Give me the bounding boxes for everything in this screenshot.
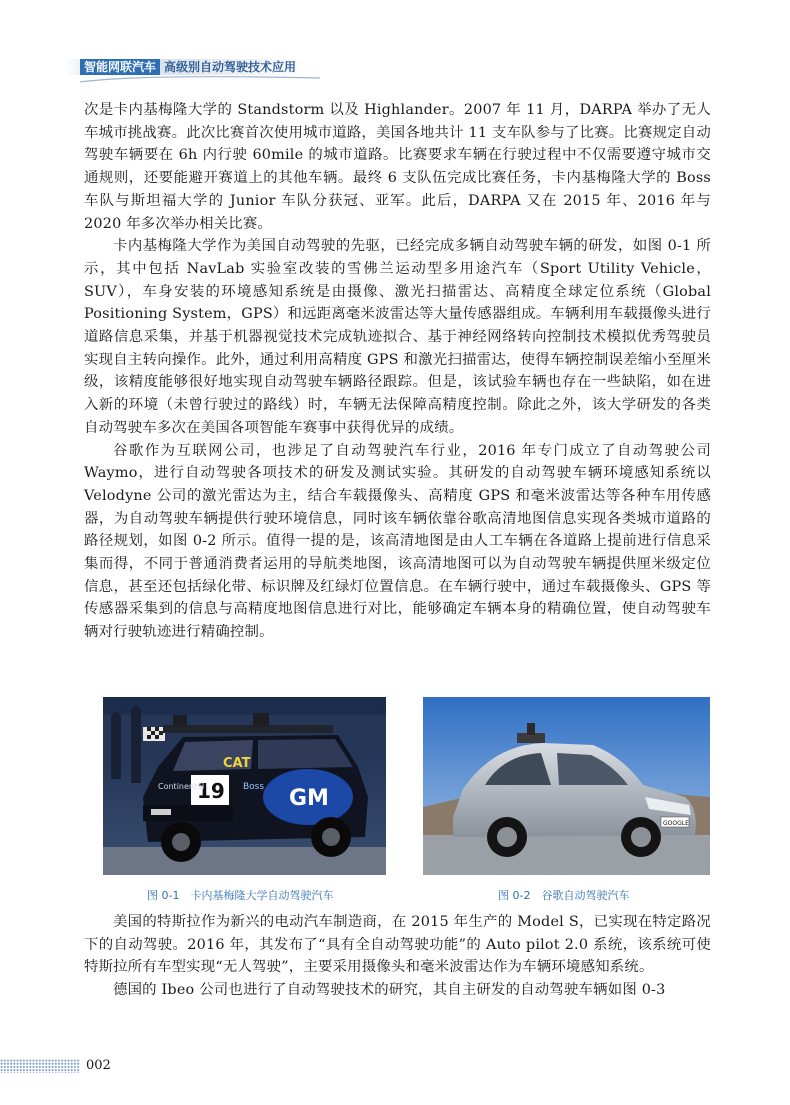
- body-text-top: [84, 99, 711, 644]
- figure-0-2-caption: 图 0-2 谷歌自动驾驶汽车: [498, 889, 630, 902]
- figure-0-1-caption: 图 0-1 卡内基梅隆大学自动驾驶汽车: [147, 889, 334, 902]
- paragraph-darpa-challenge: 次是卡内基梅隆大学的 Standstorm 以及 Highlander。2007 年 11 月，DARPA 举办了无人车城市挑战赛。此次比赛首次使用城市道路，美国各地共计 11 支车队参与了比赛。比赛规定自动驾驶车辆要在 6h 内行驶 60mile 的城市道路。比赛要求车辆在行驶过程中不仅需要遵守城市交通规则，还要能避开赛道上的其他车辆。最终 6 支队伍完成比赛任务，卡内基梅隆大学的 Boss 车队与斯坦福大学的 Junior 车队分获冠、亚军。此后，DARPA 又在 2015 年、2016 年与 2020 年多次举办相关比赛。: [84, 102, 711, 232]
- header-book-title: 高级别自动驾驶技术应用: [164, 60, 297, 74]
- license-plate: GOOGLE: [663, 820, 689, 827]
- paragraph-cmu: 卡内基梅隆大学作为美国自动驾驶的先驱，已经完成多辆自动驾驶车辆的研发，如图 0-1 所示，其中包括 NavLab 实验室改装的雪佛兰运动型多用途汽车（Sport Utility Vehicle，SUV），车身安装的环境感知系统是由摄像、激光扫描雷达、高精度全球定位系统（Global Positioning System，GPS）和远距离毫米波雷达等大量传感器组成。车辆利用车载摄像头进行道路信息采集，并基于机器视觉技术完成轨迹拟合、基于神经网络转向控制技术模拟优秀驾驶员实现自主转向操作。此外，通过利用高精度 GPS 和激光扫描雷达，使得车辆控制误差缩小至厘米级，该精度能够很好地实现自动驾驶车辆路径跟踪。但是，该试验车辆也存在一些缺陷，如在进入新的环境（未曾行驶过的路线）时，车辆无法保障高精度控制。除此之外，该大学研发的各类自动驾驶车多次在美国各项智能车赛事中获得优异的成绩。: [84, 238, 711, 436]
- page-number: 002: [86, 1058, 111, 1073]
- car-number: 19: [197, 779, 225, 803]
- figure-cmu-car-photo: [103, 697, 386, 875]
- figure-google-car-photo: [423, 697, 710, 875]
- gm-decal: GM: [289, 786, 329, 811]
- sponsor-decal: Continental: [158, 782, 205, 791]
- google-car-image: [423, 697, 710, 875]
- paragraph-ibeo: 德国的 Ibeo 公司也进行了自动驾驶技术的研究，其自主研发的自动驾驶车辆如图 0-3: [113, 982, 666, 999]
- body-text-bottom: [84, 911, 711, 1002]
- footer-dot-pattern: [0, 1059, 80, 1073]
- paragraph-google: 谷歌作为互联网公司，也涉足了自动驾驶汽车行业，2016 年专门成立了自动驾驶公司 Waymo，进行自动驾驶各项技术的研发及测试实验。其研发的自动驾驶车辆环境感知系统以 Velodyne 公司的激光雷达为主，结合车载摄像头、高精度 GPS 和毫米波雷达等各种车用传感器，为自动驾驶车辆提供行驶环境信息，同时该车辆依靠谷歌高清地图信息实现各类城市道路的路径规划，如图 0-2 所示。值得一提的是，该高清地图是由人工车辆在各道路上提前进行信息采集而得，不同于普通消费者运用的导航类地图，该高清地图可以为自动驾驶车辆提供厘米级定位信息，甚至还包括绿化带、标识牌及红绿灯位置信息。在车辆行驶中，通过车载摄像头、GPS 等传感器采集到的信息与高精度地图信息进行对比，能够确定车辆本身的精确位置，使自动驾驶车辆对行驶轨迹进行精确控制。: [84, 442, 711, 641]
- header-series-tag: 智能网联汽车: [80, 59, 160, 75]
- team-decal: Boss: [243, 782, 265, 792]
- header-swoosh-decoration: [80, 72, 320, 84]
- cat-decal: CAT: [223, 756, 251, 771]
- cmu-car-image: [103, 697, 386, 875]
- running-header: [0, 50, 790, 80]
- paragraph-tesla: 美国的特斯拉作为新兴的电动汽车制造商，在 2015 年生产的 Model S，已实现在特定路况下的自动驾驶。2016 年，其发布了“具有全自动驾驶功能”的 Auto pilot 2.0 系统，该系统可使特斯拉所有车型实现“无人驾驶”，主要采用摄像头和毫米波雷达作为车辆环境感知系统。: [84, 914, 711, 976]
